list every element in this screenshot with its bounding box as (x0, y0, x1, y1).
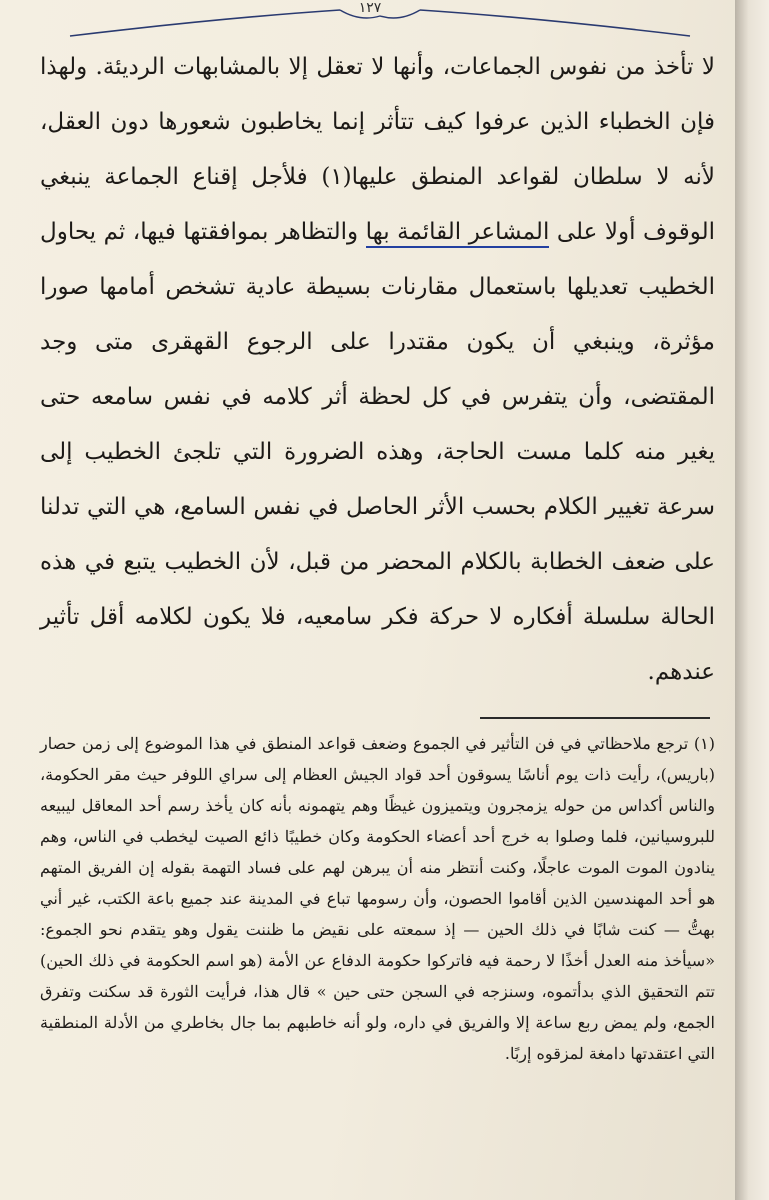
main-paragraph-start: لا تأخذ من نفوس الجماعات، وأنها لا تعقل إلا بالمشابهات الرديئة. ولهذا فإن الخطباء الذين عرفوا كيف تتأثر إنما يخاطبون شعورها دون العقل، لأنه لا سلطان لقواعد المنطق عليها(١) فلأجل إقناع الجماعة ينبغي الوقوف أولا على (40, 54, 716, 245)
main-paragraph (40, 40, 715, 700)
page-number: ١٢٧ (358, 0, 382, 16)
underlined-phrase: المشاعر القائمة بها (366, 219, 550, 248)
book-gutter (735, 0, 769, 1200)
main-paragraph-rest: والتظاهر بموافقتها فيها، ثم يحاول الخطيب تعديلها باستعمال مقارنات بسيطة عادية تشخص أمامها صورا مؤثرة، وينبغي أن يكون مقتدرا على الرجوع القهقرى متى وجد المقتضى، وأن يتفرس في كل لحظة أثر كلامه في نفس سامعه حتى يغير منه كلما مست الحاجة، وهذه الضرورة التي تلجئ الخطيب إلى سرعة تغيير الكلام بحسب الأثر الحاصل في نفس السامع، هي التي تدلنا على ضعف الخطابة بالكلام المحضر من قبل، لأن الخطيب يتبع في هذه الحالة سلسلة أفكاره لا حركة فكر سامعيه، فلا يكون لكلامه أقل تأثير عندهم. (40, 219, 715, 685)
main-body-text (40, 40, 715, 700)
footnote-divider (480, 717, 710, 719)
footnote (40, 728, 715, 1069)
footnote-text: (١) ترجع ملاحظاتي في فن التأثير في الجموع وضعف قواعد المنطق في هذا الموضوع إلى زمن حصار (باريس)، رأيت ذات يوم أناسًا يسوقون أحد قواد الجيش العظام إلى سراي اللوفر حيث مقر الحكومة، والناس أكداس من حوله يزمجرون ويتميزون غيظًا وهم يتهمونه بأنه كان يأخذ رسم أحد المعاقل ليبيعه للبروسيانين، فلما وصلوا به خرج أحد أعضاء الحكومة وكان خطيبًا ذائع الصيت ليخطب في الناس، وهم ينادون الموت الموت عاجلًا، وكنت أنتظر منه أن يبرهن لهم على فساد التهمة بقوله إن الفريق المتهم هو أحد المهندسين الذين أقاموا الحصون، وأن رسومها تباع في المدينة عند جميع باعة الكتب، غير أني بهتُّ — كنت شابًا في ذلك الحين — إذ سمعته على نقيض ما ظننت يقول وهو يتقدم نحو الجموع: «سيأخذ منه العدل أخذًا لا رحمة فيه فاتركوا حكومة الدفاع عن الأمة (هو اسم الحكومة في ذلك الحين) تتم التحقيق الذي بدأتموه، وسنزجه في السجن حتى حين » قال هذا، فرأيت الثورة قد سكنت وتفرق الجمع، ولم يمض ربع ساعة إلا والفريق في داره، ولو أنه خاطبهم بما جال بخاطري من الأدلة المنطقية التي اعتقدتها دامغة لمزقوه إربًا. (40, 734, 715, 1063)
